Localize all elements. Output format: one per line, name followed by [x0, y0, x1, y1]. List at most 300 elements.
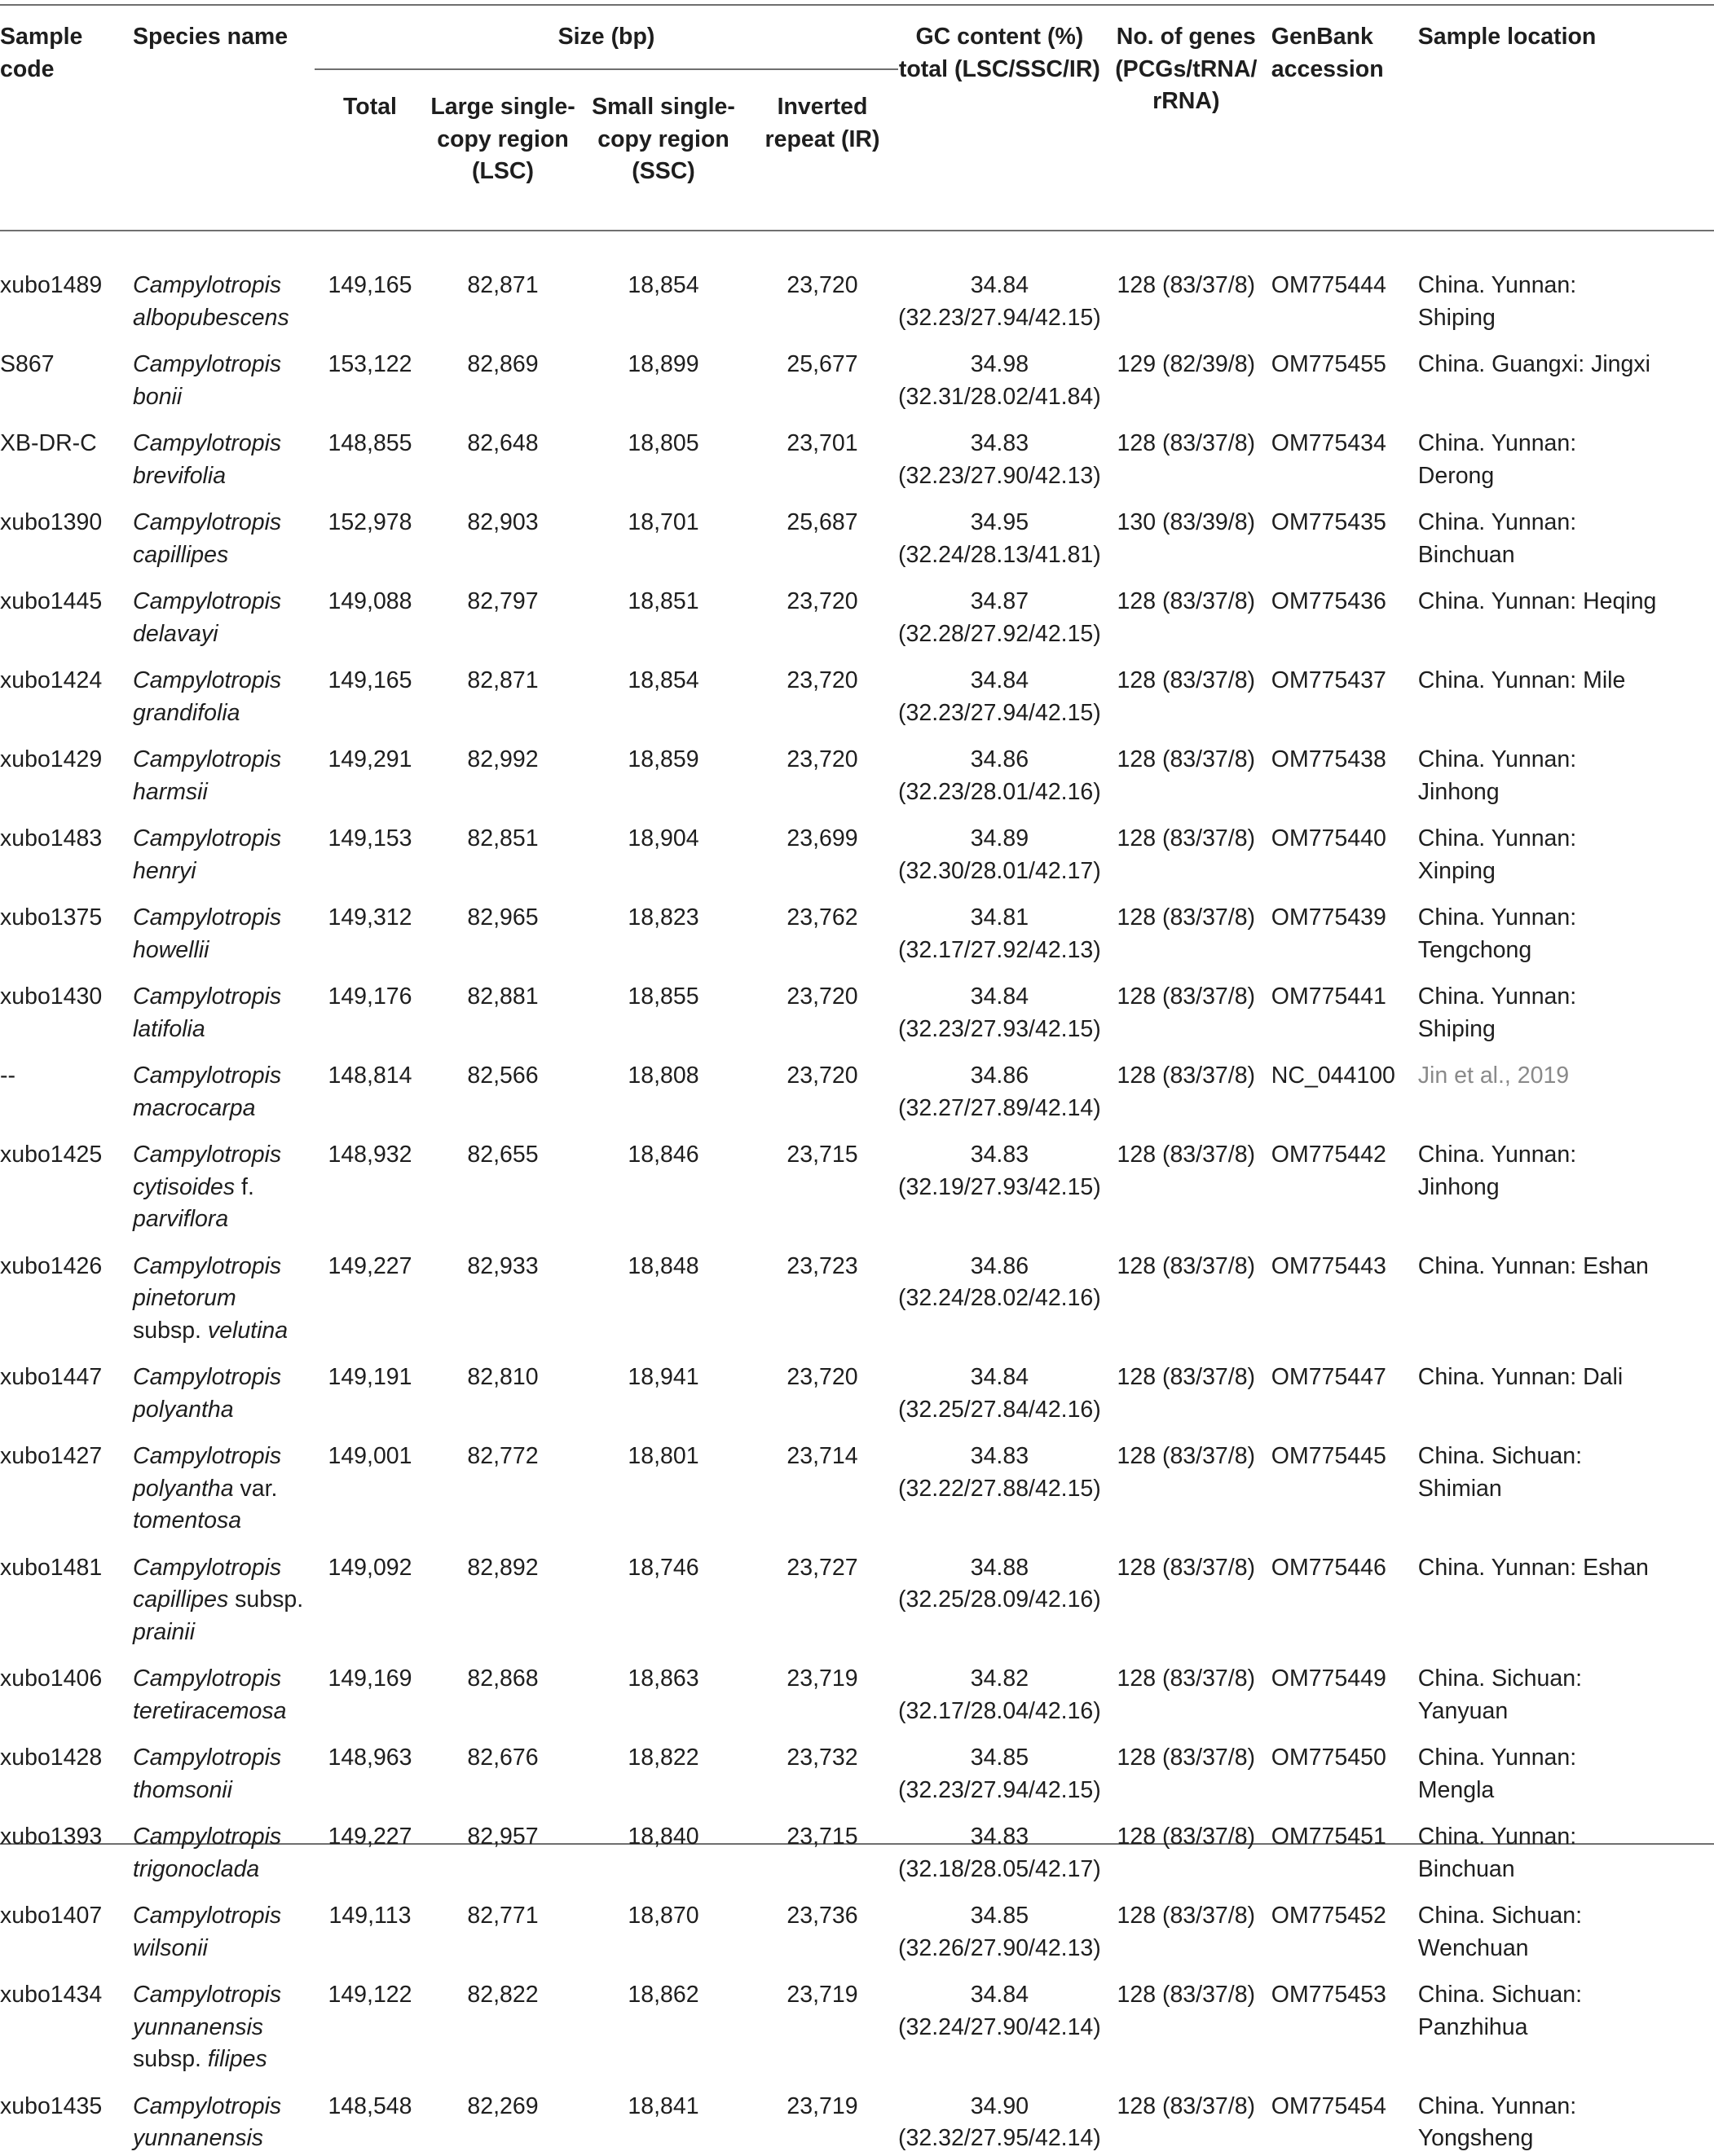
species-genus: Campylotropis	[133, 509, 282, 535]
sample-code-cell: xubo1428	[0, 1745, 103, 1771]
sample-code-cell: xubo1434	[0, 1982, 103, 2008]
species-rank: subsp.	[228, 1586, 304, 1613]
species-epithet: albopubescens	[133, 304, 289, 331]
species-infraspecific: parviflora	[133, 1206, 229, 1232]
total-size-cell: 149,001	[328, 1443, 412, 1469]
species-name-cell	[133, 572, 315, 651]
species-epithet: latifolia	[133, 1015, 205, 1042]
gc-breakdown: (32.22/27.88/42.15)	[898, 1475, 1101, 1502]
gc-content-cell	[898, 335, 1101, 414]
sample-location: Jin et al., 2019	[1417, 1063, 1570, 1089]
sample-location-cell	[1418, 1649, 1657, 1728]
species-epithet: capillipes	[133, 1586, 229, 1613]
species-epithet: brevifolia	[133, 462, 227, 489]
ssc-size-cell: 18,862	[628, 1982, 699, 2008]
gc-content-cell	[898, 1237, 1101, 1349]
lsc-size-cell: 82,992	[467, 746, 539, 772]
species-name-cell	[133, 251, 315, 335]
table-row	[0, 414, 1657, 493]
ssc-size-cell: 18,851	[628, 588, 699, 614]
sample-location: China. Yunnan: Shiping	[1417, 983, 1577, 1042]
gene-count-cell: 128 (83/37/8)	[1117, 1824, 1256, 1850]
ir-size-cell: 23,720	[787, 667, 858, 693]
gc-content-cell	[898, 414, 1101, 493]
species-name-cell	[133, 1649, 315, 1728]
header-genbank: GenBank accession	[1271, 24, 1384, 82]
ir-size-cell: 23,720	[787, 1364, 858, 1390]
species-epithet: grandifolia	[133, 699, 240, 726]
table-row	[0, 651, 1657, 730]
gene-count-cell: 128 (83/37/8)	[1117, 588, 1256, 614]
gc-breakdown: (32.23/27.90/42.13)	[898, 462, 1101, 489]
ssc-size-cell: 18,854	[628, 667, 699, 693]
species-name-cell	[133, 809, 315, 888]
species-genus: Campylotropis	[133, 667, 282, 693]
species-genus: Campylotropis	[133, 1824, 282, 1850]
genbank-accession-cell: OM775436	[1271, 588, 1386, 614]
species-epithet: trigonoclada	[133, 1855, 260, 1882]
gc-total: 34.86	[970, 746, 1029, 772]
sample-location: China. Yunnan: Eshan	[1417, 1252, 1649, 1279]
gene-count-cell: 129 (82/39/8)	[1117, 351, 1256, 377]
species-infraspecific: velutina	[207, 1317, 289, 1344]
sample-location-cell	[1418, 1728, 1657, 1807]
genbank-accession-cell: OM775453	[1271, 1982, 1386, 2008]
ir-size-cell: 25,687	[787, 509, 858, 535]
ssc-size-cell: 18,823	[628, 904, 699, 931]
header-sample-code: Sample code	[0, 24, 83, 82]
gc-breakdown: (32.23/27.93/42.15)	[898, 1015, 1101, 1042]
lsc-size-cell: 82,772	[467, 1443, 539, 1469]
header-species-name: Species name	[133, 24, 289, 50]
gc-content-cell	[898, 1965, 1101, 2077]
species-name-cell	[133, 1538, 315, 1650]
table-row	[0, 809, 1657, 888]
species-epithet: teretiracemosa	[133, 1697, 287, 1724]
genbank-accession-cell: OM775443	[1271, 1252, 1386, 1279]
sample-location-cell	[1418, 572, 1657, 651]
gc-total: 34.83	[970, 1443, 1029, 1469]
species-epithet: polyantha	[133, 1396, 234, 1423]
sample-location: China. Yunnan: Binchuan	[1417, 509, 1577, 568]
total-size-cell: 149,165	[328, 667, 412, 693]
gc-total: 34.85	[970, 1745, 1029, 1771]
sample-code-cell: xubo1425	[0, 1142, 103, 1168]
species-genus: Campylotropis	[133, 588, 282, 614]
sample-code-cell: xubo1426	[0, 1252, 103, 1279]
table-body	[0, 251, 1657, 2156]
species-genus: Campylotropis	[133, 825, 282, 851]
species-name-cell	[133, 967, 315, 1046]
sample-location-cell	[1418, 888, 1657, 967]
gene-count-cell: 128 (83/37/8)	[1117, 1063, 1256, 1089]
total-size-cell: 149,092	[328, 1554, 412, 1581]
gc-breakdown: (32.23/27.94/42.15)	[898, 1776, 1101, 1803]
gc-breakdown: (32.24/28.13/41.81)	[898, 541, 1101, 568]
gc-content-cell	[898, 1348, 1101, 1427]
species-genus: Campylotropis	[133, 1745, 282, 1771]
sample-code-cell: xubo1390	[0, 509, 103, 535]
gc-total: 34.82	[970, 1665, 1029, 1692]
sample-location-cell	[1418, 414, 1657, 493]
sample-location: China. Sichuan: Shimian	[1417, 1443, 1582, 1502]
ssc-size-cell: 18,859	[628, 746, 699, 772]
gc-total: 34.84	[970, 983, 1029, 1010]
ir-size-cell: 25,677	[787, 351, 858, 377]
species-genus: Campylotropis	[133, 983, 282, 1010]
genbank-accession-cell: OM775438	[1271, 746, 1386, 772]
sample-code-cell: xubo1406	[0, 1665, 103, 1692]
ir-size-cell: 23,720	[787, 1063, 858, 1089]
gene-count-cell: 128 (83/37/8)	[1117, 2092, 1256, 2119]
sample-location: China. Sichuan: Yanyuan	[1417, 1665, 1582, 1724]
sample-location-cell	[1418, 1538, 1657, 1650]
gc-content-cell	[898, 651, 1101, 730]
sample-code-cell: xubo1429	[0, 746, 103, 772]
lsc-size-cell: 82,957	[467, 1824, 539, 1850]
ir-size-cell: 23,715	[787, 1824, 858, 1850]
total-size-cell: 148,548	[328, 2092, 412, 2119]
header-num-genes: No. of genes (PCGs/tRNA/ rRNA)	[1115, 24, 1258, 114]
ssc-size-cell: 18,941	[628, 1364, 699, 1390]
species-genus: Campylotropis	[133, 351, 282, 377]
species-genus: Campylotropis	[133, 1252, 282, 1279]
lsc-size-cell: 82,810	[467, 1364, 539, 1390]
ir-size-cell: 23,701	[787, 430, 858, 456]
total-size-cell: 148,855	[328, 430, 412, 456]
ssc-size-cell: 18,854	[628, 272, 699, 298]
species-genus: Campylotropis	[133, 430, 282, 456]
gc-breakdown: (32.25/28.09/42.16)	[898, 1586, 1101, 1613]
lsc-size-cell: 82,871	[467, 272, 539, 298]
ir-size-cell: 23,732	[787, 1745, 858, 1771]
species-epithet: macrocarpa	[133, 1094, 256, 1121]
gc-total: 34.87	[970, 588, 1029, 614]
ir-size-cell: 23,762	[787, 904, 858, 931]
ssc-size-cell: 18,746	[628, 1554, 699, 1581]
genbank-accession-cell: OM775444	[1271, 272, 1386, 298]
total-size-cell: 152,978	[328, 509, 412, 535]
ir-size-cell: 23,736	[787, 1903, 858, 1929]
species-name-cell	[133, 2077, 315, 2156]
lsc-size-cell: 82,648	[467, 430, 539, 456]
sample-code-cell: xubo1481	[0, 1554, 103, 1581]
header-lsc: Large single-copy region (LSC)	[430, 94, 575, 184]
gene-count-cell: 128 (83/37/8)	[1117, 825, 1256, 851]
gc-content-cell	[898, 1886, 1101, 1965]
species-name-cell	[133, 1886, 315, 1965]
sample-location-cell	[1418, 1348, 1657, 1427]
genbank-accession-cell: OM775451	[1271, 1824, 1386, 1850]
table-row	[0, 967, 1657, 1046]
ssc-size-cell: 18,899	[628, 351, 699, 377]
species-rank: f.	[235, 1173, 254, 1200]
genbank-accession-cell: OM775455	[1271, 351, 1386, 377]
sample-code-cell: xubo1435	[0, 2092, 103, 2119]
table-row	[0, 888, 1657, 967]
gc-content-cell	[898, 1046, 1101, 1125]
gc-total: 34.83	[970, 1824, 1029, 1850]
gc-content-cell	[898, 1125, 1101, 1237]
gc-content-cell	[898, 888, 1101, 967]
sample-location-cell	[1418, 1427, 1657, 1538]
gc-breakdown: (32.23/27.94/42.15)	[898, 699, 1101, 726]
gc-breakdown: (32.17/28.04/42.16)	[898, 1697, 1101, 1724]
sample-location: China. Yunnan: Xinping	[1417, 825, 1577, 884]
gc-breakdown: (32.24/27.90/42.14)	[898, 2013, 1101, 2040]
gene-count-cell: 128 (83/37/8)	[1117, 1554, 1256, 1581]
gene-count-cell: 128 (83/37/8)	[1117, 1982, 1256, 2008]
genbank-accession-cell: NC_044100	[1271, 1063, 1395, 1089]
ssc-size-cell: 18,801	[628, 1443, 699, 1469]
ir-size-cell: 23,720	[787, 272, 858, 298]
species-genus: Campylotropis	[133, 1903, 282, 1929]
sample-location: China. Yunnan: Mengla	[1417, 1745, 1577, 1803]
species-epithet: pinetorum	[133, 1285, 236, 1311]
sample-code-cell: XB-DR-C	[0, 430, 97, 456]
table-row	[0, 1728, 1657, 1807]
gc-content-cell	[898, 1427, 1101, 1538]
total-size-cell: 149,191	[328, 1364, 412, 1390]
sample-location-cell	[1418, 651, 1657, 730]
gc-content-cell	[898, 2077, 1101, 2156]
ir-size-cell: 23,715	[787, 1142, 858, 1168]
lsc-size-cell: 82,655	[467, 1142, 539, 1168]
sample-code-cell: xubo1447	[0, 1364, 103, 1390]
sample-location: China. Yunnan: Tengchong	[1417, 904, 1577, 963]
genbank-accession-cell: OM775437	[1271, 667, 1386, 693]
gene-count-cell: 128 (83/37/8)	[1117, 1665, 1256, 1692]
gc-total: 34.85	[970, 1903, 1029, 1929]
total-size-cell: 149,176	[328, 983, 412, 1010]
sample-location-cell	[1418, 1046, 1657, 1125]
gene-count-cell: 128 (83/37/8)	[1117, 983, 1256, 1010]
sample-location: China. Guangxi: Jingxi	[1417, 351, 1650, 377]
species-name-cell	[133, 1965, 315, 2077]
lsc-size-cell: 82,869	[467, 351, 539, 377]
genbank-accession-cell: OM775449	[1271, 1665, 1386, 1692]
species-epithet: bonii	[133, 383, 183, 410]
genbank-accession-cell: OM775450	[1271, 1745, 1386, 1771]
genbank-accession-cell: OM775439	[1271, 904, 1386, 931]
total-size-cell: 149,291	[328, 746, 412, 772]
species-name-cell	[133, 1807, 315, 1886]
lsc-size-cell: 82,903	[467, 509, 539, 535]
gene-count-cell: 128 (83/37/8)	[1117, 1745, 1256, 1771]
species-name-cell	[133, 730, 315, 809]
sample-location: China. Yunnan: Jinhong	[1417, 1142, 1577, 1200]
genbank-accession-cell: OM775434	[1271, 430, 1386, 456]
sample-code-cell: xubo1407	[0, 1903, 103, 1929]
header-ir: Inverted repeat (IR)	[764, 94, 880, 152]
header-total: Total	[343, 94, 397, 120]
gc-breakdown: (32.24/28.02/42.16)	[898, 1285, 1101, 1311]
gc-breakdown: (32.23/28.01/42.16)	[898, 778, 1101, 805]
total-size-cell: 149,227	[328, 1824, 412, 1850]
gc-content-cell	[898, 809, 1101, 888]
table-row	[0, 572, 1657, 651]
ssc-size-cell: 18,904	[628, 825, 699, 851]
species-name-cell	[133, 1237, 315, 1349]
gc-total: 34.84	[970, 1364, 1029, 1390]
species-rank: subsp.	[133, 2046, 208, 2072]
lsc-size-cell: 82,771	[467, 1903, 539, 1929]
species-name-cell	[133, 414, 315, 493]
sample-location-cell	[1418, 1965, 1657, 2077]
species-genus: Campylotropis	[133, 1142, 282, 1168]
species-epithet: capillipes	[133, 541, 229, 568]
sample-code-cell: xubo1430	[0, 983, 103, 1010]
gc-breakdown: (32.31/28.02/41.84)	[898, 383, 1101, 410]
species-epithet: henryi	[133, 857, 196, 884]
sample-location-cell	[1418, 1807, 1657, 1886]
lsc-size-cell: 82,676	[467, 1745, 539, 1771]
sample-location: China. Yunnan: Heqing	[1417, 588, 1657, 614]
species-epithet: polyantha	[133, 1475, 234, 1502]
gc-total: 34.83	[970, 430, 1029, 456]
gc-breakdown: (32.18/28.05/42.17)	[898, 1855, 1101, 1882]
gc-total: 34.83	[970, 1142, 1029, 1168]
sample-code-cell: xubo1393	[0, 1824, 103, 1850]
species-epithet: thomsonii	[133, 1776, 232, 1803]
total-size-cell: 149,312	[328, 904, 412, 931]
species-name-cell	[133, 493, 315, 572]
sample-location: China. Yunnan: Shiping	[1417, 272, 1577, 331]
table-row	[0, 335, 1657, 414]
ir-size-cell: 23,719	[787, 1982, 858, 2008]
sample-location: China. Yunnan: Eshan	[1417, 1554, 1649, 1581]
total-size-cell: 148,932	[328, 1142, 412, 1168]
sample-location-cell	[1418, 493, 1657, 572]
lsc-size-cell: 82,566	[467, 1063, 539, 1089]
sample-location: China. Sichuan: Wenchuan	[1417, 1903, 1582, 1961]
table-row	[0, 251, 1657, 335]
total-size-cell: 149,122	[328, 1982, 412, 2008]
gc-content-cell	[898, 1649, 1101, 1728]
gc-breakdown: (32.19/27.93/42.15)	[898, 1173, 1101, 1200]
ssc-size-cell: 18,855	[628, 983, 699, 1010]
gc-breakdown: (32.28/27.92/42.15)	[898, 620, 1101, 647]
lsc-size-cell: 82,881	[467, 983, 539, 1010]
sample-code-cell: --	[0, 1063, 15, 1089]
table-row	[0, 1538, 1657, 1650]
gc-content-cell	[898, 251, 1101, 335]
species-epithet: wilsonii	[133, 1934, 208, 1961]
sample-location-cell	[1418, 1237, 1657, 1349]
sample-code-cell: xubo1483	[0, 825, 103, 851]
species-infraspecific: prainii	[133, 1618, 196, 1645]
genbank-accession-cell: OM775445	[1271, 1443, 1386, 1469]
ir-size-cell: 23,719	[787, 2092, 858, 2119]
genbank-accession-cell: OM775446	[1271, 1554, 1386, 1581]
species-genus: Campylotropis	[133, 904, 282, 931]
species-epithet: cytisoides	[133, 1173, 236, 1200]
header-gc-content: GC content (%) total (LSC/SSC/IR)	[898, 24, 1100, 82]
sample-code-cell: xubo1427	[0, 1443, 103, 1469]
gene-count-cell: 128 (83/37/8)	[1117, 1364, 1256, 1390]
gc-total: 34.89	[970, 825, 1029, 851]
sample-location-cell	[1418, 730, 1657, 809]
species-epithet: delavayi	[133, 620, 218, 647]
sample-location: China. Yunnan: Jinhong	[1417, 746, 1577, 805]
gc-content-cell	[898, 730, 1101, 809]
total-size-cell: 153,122	[328, 351, 412, 377]
species-genus: Campylotropis	[133, 1665, 282, 1692]
lsc-size-cell: 82,851	[467, 825, 539, 851]
table-row	[0, 493, 1657, 572]
total-size-cell: 148,963	[328, 1745, 412, 1771]
gene-count-cell: 128 (83/37/8)	[1117, 1903, 1256, 1929]
gc-breakdown: (32.25/27.84/42.16)	[898, 1396, 1101, 1423]
species-name-cell	[133, 1125, 315, 1237]
ssc-size-cell: 18,848	[628, 1252, 699, 1279]
ssc-size-cell: 18,808	[628, 1063, 699, 1089]
species-rank: subsp.	[133, 1317, 208, 1344]
table-row	[0, 730, 1657, 809]
total-size-cell: 149,153	[328, 825, 412, 851]
sample-location-cell	[1418, 251, 1657, 335]
sample-code-cell: xubo1489	[0, 272, 103, 298]
sample-code-cell: S867	[0, 351, 55, 377]
gene-count-cell: 128 (83/37/8)	[1117, 1252, 1256, 1279]
gene-count-cell: 128 (83/37/8)	[1117, 746, 1256, 772]
table-row	[0, 1649, 1657, 1728]
ir-size-cell: 23,699	[787, 825, 858, 851]
ir-size-cell: 23,714	[787, 1443, 858, 1469]
sample-location-cell	[1418, 967, 1657, 1046]
table-row	[0, 1965, 1657, 2077]
total-size-cell: 149,227	[328, 1252, 412, 1279]
gc-total: 34.86	[970, 1063, 1029, 1089]
species-genus: Campylotropis	[133, 1063, 282, 1089]
ssc-size-cell: 18,805	[628, 430, 699, 456]
gc-total: 34.86	[970, 1252, 1029, 1279]
genbank-accession-cell: OM775454	[1271, 2092, 1386, 2119]
species-epithet: yunnanensis	[133, 2013, 264, 2040]
sample-location-cell	[1418, 809, 1657, 888]
species-genus: Campylotropis	[133, 746, 282, 772]
gc-breakdown: (32.23/27.94/42.15)	[898, 304, 1101, 331]
header-ssc: Small single-copy region (SSC)	[592, 94, 735, 184]
sample-code-cell: xubo1375	[0, 904, 103, 931]
gene-count-cell: 128 (83/37/8)	[1117, 904, 1256, 931]
gc-content-cell	[898, 1807, 1101, 1886]
gc-total: 34.90	[970, 2092, 1029, 2119]
table-row	[0, 1427, 1657, 1538]
gc-breakdown: (32.27/27.89/42.14)	[898, 1094, 1101, 1121]
species-epithet: harmsii	[133, 778, 208, 805]
species-infraspecific: filipes	[207, 2046, 267, 2072]
total-size-cell: 149,088	[328, 588, 412, 614]
gene-count-cell: 130 (83/39/8)	[1117, 509, 1256, 535]
header-location: Sample location	[1417, 24, 1597, 50]
genbank-accession-cell: OM775442	[1271, 1142, 1386, 1168]
table-row	[0, 1237, 1657, 1349]
ssc-size-cell: 18,841	[628, 2092, 699, 2119]
sample-location-cell	[1418, 1125, 1657, 1237]
ir-size-cell: 23,720	[787, 746, 858, 772]
gc-total: 34.84	[970, 667, 1029, 693]
ir-size-cell: 23,720	[787, 588, 858, 614]
header-size-group: Size (bp)	[557, 24, 655, 50]
ssc-size-cell: 18,840	[628, 1824, 699, 1850]
table-row	[0, 1886, 1657, 1965]
ssc-size-cell: 18,870	[628, 1903, 699, 1929]
genbank-accession-cell: OM775440	[1271, 825, 1386, 851]
total-size-cell: 148,814	[328, 1063, 412, 1089]
species-genus: Campylotropis	[133, 1443, 282, 1469]
gc-total: 34.88	[970, 1554, 1029, 1581]
